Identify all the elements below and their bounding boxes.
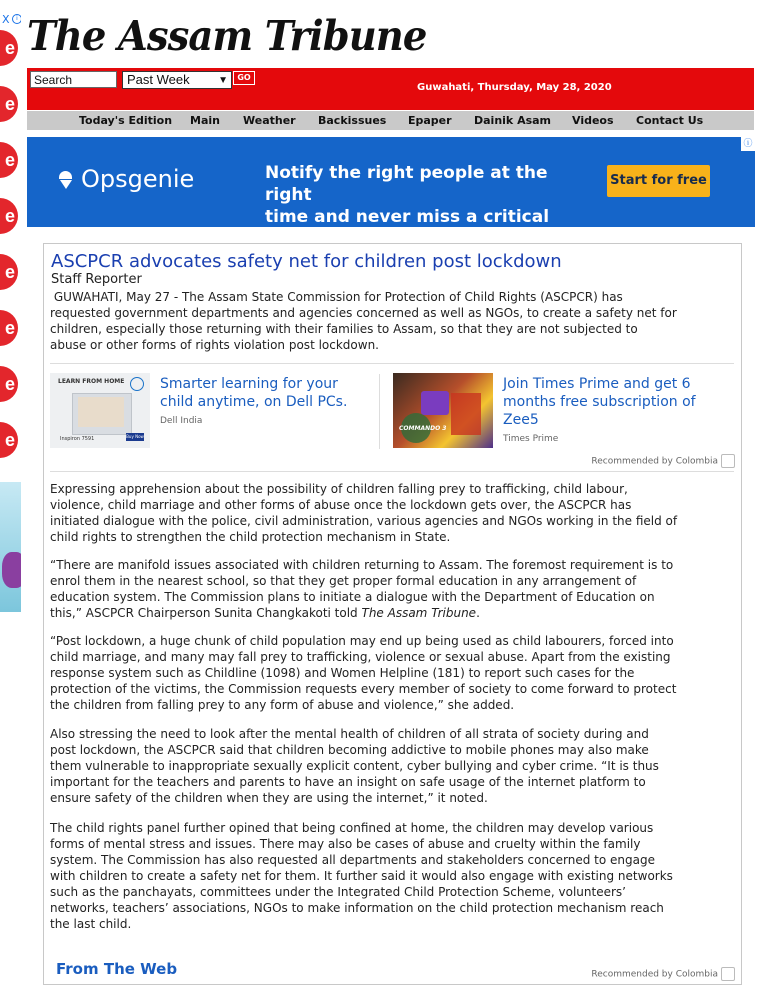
text-line: “Post lockdown, a huge chunk of child population may end up being used as child labourers, forced into [50,634,674,648]
text-line: system. The Commission has also requested all departments and stakeholders concerned to engage [50,853,655,867]
text-line: the last child. [50,917,132,931]
opsgenie-banner-ad[interactable] [27,137,755,249]
ad-red-button[interactable] [0,86,18,122]
ad-headline [265,162,595,250]
rec-title-line: child anytime, on Dell PCs. [160,394,348,410]
text-line: ensure safety of the children when they are using the internet,” it noted. [50,791,488,805]
text-line: important for the teachers and parents to have an insight on safe usage of the internet platform to [50,775,646,789]
rec-source: Dell India [160,416,203,426]
poster-shape [451,393,481,435]
colombia-credit-label: Recommended by Colombia [591,969,718,980]
ad-button-glyph: e [4,430,15,450]
text-line: this,” ASCPCR Chairperson Sunita Changkakoti told The Assam Tribune. [50,606,480,620]
text-line: response system such as Childline (1098) and Women Helpline (181) to report such cases for the [50,666,635,680]
left-sticky-ad[interactable] [0,12,21,612]
ad-button-glyph: e [4,374,15,394]
date-line: Guwahati, Thursday, May 28, 2020 [417,82,612,93]
article-paragraph [50,557,736,621]
ad-red-button[interactable] [0,422,18,458]
nav-backissues[interactable]: Backissues [318,114,387,127]
search-input[interactable]: Search [30,71,117,88]
colombia-credit-bottom[interactable] [591,967,735,981]
text-line: education system. The Commission plans to initiate a dialogue with the Department of Education on [50,590,655,604]
times-prime-thumbnail[interactable] [393,373,493,448]
site-logo[interactable]: The Assam Tribune [27,12,427,60]
rec-title-line: months free subscription of [503,394,696,410]
ad-info-icon[interactable]: i [12,14,21,24]
text-line: requested government departments and agencies concerned as well as NGOs, to create a safety net for [50,306,677,320]
start-free-button[interactable]: Start for free [607,165,710,197]
main-nav [27,111,754,130]
date-range-select[interactable] [122,71,232,89]
text-line: Expressing apprehension about the possibility of children falling prey to trafficking, child labour, [50,482,628,496]
text-line: child marriage, and many may fall prey to trafficking, violence or sexual abuse. Apart from the existing [50,650,671,664]
laptop-screen [78,397,124,427]
poster-shape [421,391,449,415]
ad-line-2: time and never miss a critical alert [265,207,550,249]
buy-now-badge [126,433,144,441]
nav-weather[interactable]: Weather [243,114,296,127]
ad-red-button[interactable] [0,254,18,290]
divider [50,363,734,364]
text-line: protection of the victims, the Commission requests every member of society to come forward to protect [50,682,677,696]
article-paragraph [50,726,736,806]
text-line: “There are manifold issues associated with children returning to Assam. The foremost requirement is to [50,558,674,572]
go-button[interactable]: GO [233,71,255,85]
ad-red-button[interactable] [0,310,18,346]
rec-title-line: Join Times Prime and get 6 [503,376,691,392]
divider [50,471,734,472]
article-paragraph [50,633,736,713]
article-box [43,243,742,985]
colombia-icon [721,967,735,981]
buy-now-label: Buy Now [126,434,144,439]
article-lead [50,289,736,353]
dell-thumbnail[interactable] [50,373,150,448]
ad-close-label[interactable]: X [2,13,10,26]
opsgenie-brand: Opsgenie [81,165,195,193]
text-line: post lockdown, the ASCPCR said that children becoming addictive to mobile phones may also make [50,743,649,757]
chevron-down-icon: ▼ [218,75,228,86]
rec-title[interactable] [160,375,347,411]
ad-red-button[interactable] [0,366,18,402]
thumb-text: COMMANDO 3 [399,425,447,432]
nav-main[interactable]: Main [190,114,220,127]
nav-dainik-asam[interactable]: Dainik Asam [474,114,552,127]
from-the-web-heading: From The Web [56,960,178,978]
ad-close-button[interactable] [0,12,21,28]
ad-line-1: Notify the right people at the right [265,163,548,205]
text-line: Also stressing the need to look after the mental health of children of all strata of society during and [50,727,649,741]
opsgenie-logo-icon [57,170,75,190]
article-paragraph [50,481,736,545]
dell-logo-icon [130,377,144,391]
ad-button-glyph: e [4,318,15,338]
ad-red-button[interactable] [0,30,18,66]
text-line: abuse or other forms of rights violation post lockdown. [50,338,379,352]
text-line: child rights to strengthen the child protection mechanism in State. [50,530,451,544]
article-byline: Staff Reporter [51,272,142,287]
text-line: forms of mental stress and issues. There may also be cases of abuse and cruelty within the family [50,837,641,851]
rec-title[interactable] [503,375,696,429]
colombia-credit-label: Recommended by Colombia [591,456,718,467]
nav-epaper[interactable]: Epaper [408,114,452,127]
nav-todays-edition[interactable]: Today's Edition [79,114,173,127]
header-bar [27,68,754,110]
date-range-value: Past Week [127,72,190,87]
colombia-icon [721,454,735,468]
article-paragraph [50,820,736,932]
info-icon[interactable]: ⓘ [741,137,755,151]
thumb-caption: Inspiron 7591 [60,436,95,442]
ad-button-glyph: e [4,150,15,170]
recommended-item[interactable] [50,373,370,453]
text-line: such as the panchayats, committees under the Integrated Child Protection Scheme, volunteers’ [50,885,626,899]
text-line: The child rights panel further opined that being confined at home, the children may develop various [50,821,654,835]
text-line: enrol them in the nearest school, so that they get proper formal education in any arrangement of [50,574,637,588]
ad-button-glyph: e [4,206,15,226]
article-headline[interactable]: ASCPCR advocates safety net for children post lockdown [51,251,562,272]
text-line: initiated dialogue with the police, civil administration, various agencies and NGOs working in the field of [50,514,678,528]
newspaper-name: The Assam Tribune [361,606,477,620]
ad-button-glyph: e [4,94,15,114]
opsgenie-logo [57,165,194,193]
ad-red-button[interactable] [0,198,18,234]
nav-contact-us[interactable]: Contact Us [636,114,704,127]
rec-title-line: Zee5 [503,412,539,428]
text-line: GUWAHATI, May 27 - The Assam State Commission for Protection of Child Rights (ASCPCR) has [50,290,623,304]
recommended-item[interactable] [393,373,733,453]
ad-button-glyph: e [4,38,15,58]
thumb-text: LEARN FROM HOME [58,378,125,385]
colombia-credit[interactable] [591,454,735,468]
text-line: networks, teachers’ associations, NGOs to make information on the child protection mechanism reach [50,901,664,915]
ad-button-glyph: e [4,262,15,282]
nav-videos[interactable]: Videos [572,114,614,127]
promo-shape [2,552,21,588]
rec-divider [379,374,380,449]
text-line: with children to create a safety net for them. It further said it would also engage with existing networks [50,869,673,883]
rec-source: Times Prime [503,434,559,444]
text-line: them vulnerable to inappropriate sexually explicit content, cyber bullying and cyber crime. “It is thus [50,759,659,773]
text-line: children, especially those returning with their families to Assam, so that they are not subjected to [50,322,638,336]
rec-title-line: Smarter learning for your [160,376,338,392]
left-promo-image[interactable] [0,482,21,612]
ad-red-button[interactable] [0,142,18,178]
text-line: violence, child marriage and other forms of abuse once the lockdown gets over, the ASCPCR has [50,498,632,512]
text-line: the children from falling prey to any form of abuse and violence,” she added. [50,698,515,712]
